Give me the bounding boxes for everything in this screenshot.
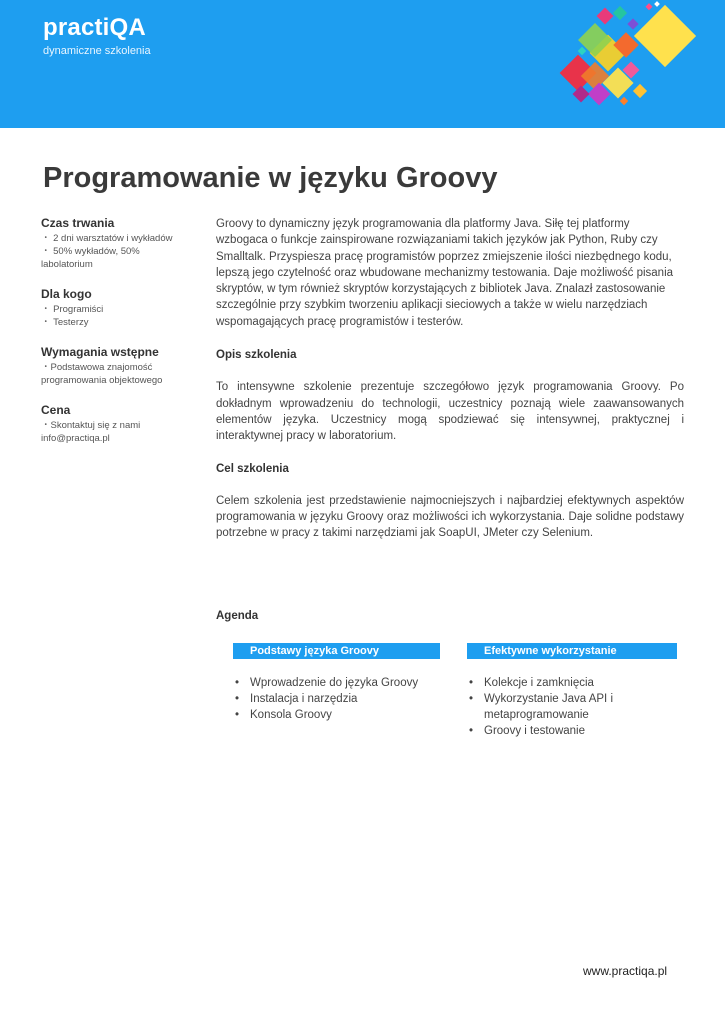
agenda-list <box>233 675 440 723</box>
sidebar-info <box>41 216 191 461</box>
sidebar-section-price <box>41 403 191 445</box>
section-heading-goal: Cel szkolenia <box>216 462 289 475</box>
sidebar-line: ・Podstawowa znajomość <box>41 362 153 373</box>
list-item: • Instalacja i narzędzia <box>233 691 440 707</box>
footer-website-link[interactable]: www.practiqa.pl <box>583 964 668 978</box>
list-item: • Kolekcje i zamknięcia <box>467 675 617 691</box>
sidebar-section-requirements <box>41 345 191 387</box>
sidebar-line: ・Skontaktuj się z nami <box>41 420 141 431</box>
list-item: • Wprowadzenie do języka Groovy <box>233 675 440 691</box>
agenda-column-title: Efektywne wykorzystanie <box>467 643 677 659</box>
list-item: • Groovy i testowanie <box>467 723 617 739</box>
agenda-list <box>467 675 617 739</box>
section-heading-description: Opis szkolenia <box>216 349 297 362</box>
brand-tagline: dynamiczne szkolenia <box>43 45 151 57</box>
sidebar-line: ・ 50% wykładów, 50% <box>41 246 140 257</box>
brand-logo: practiQA <box>43 14 146 41</box>
sidebar-heading: Wymagania wstępne <box>41 345 159 359</box>
main-content <box>216 216 684 542</box>
sidebar-section-duration <box>41 216 191 271</box>
agenda-heading: Agenda <box>216 610 259 622</box>
sidebar-heading: Czas trwania <box>41 216 115 230</box>
sidebar-heading: Cena <box>41 403 71 417</box>
goal-paragraph: Celem szkolenia jest przedstawienie najmocniejszych i najbardziej efektywnych aspektów programowania w języku Groovy oraz możliwości ich wykorzystania. Daje solidne podstawy potrzebne w pracy z takimi narzędziami jak SoapUI, JMeter czy Selenium. <box>216 494 684 540</box>
agenda-column-effective <box>467 643 677 739</box>
sidebar-heading: Dla kogo <box>41 287 92 301</box>
list-item: • Konsola Groovy <box>233 707 440 723</box>
sidebar-line: ・ Testerzy <box>41 317 89 328</box>
list-item: • Wykorzystanie Java API i metaprogramowanie <box>467 691 617 723</box>
description-paragraph: To intensywne szkolenie prezentuje szczegółowo język programowania Groovy. Po dokładnym wprowadzeniu do technologii, uczestnicy poznają wiele zaawansowanych elementów języka. Uczestnicy mogą spodziewać się intensywnej, praktycznej i interaktywnej pracy w laboratorium. <box>216 381 684 443</box>
agenda-column-title: Podstawy języka Groovy <box>233 643 440 659</box>
sidebar-line: ・ Programiści <box>41 304 104 315</box>
decorative-diamonds-graphic <box>555 0 725 128</box>
sidebar-line: labolatorium <box>41 259 93 270</box>
intro-paragraph: Groovy to dynamiczny język programowania dla platformy Java. Siłę tej platformy wzbogaca o funkcje zainspirowane rozwiązaniami takich języków jak Python, Ruby czy Smalltalk. Przyspiesza pracę programistów poprzez zmiejszenie ilości niezbędnego kodu, lepszą jego czytelność oraz wbudowane mechanizmy testowania. Daje możliwość pisania skryptów, w tym również skryptów korzystających z bibliotek Java. Znalazł zastosowanie szczególnie przy szybkim tworzeniu aplikacji sieciowych a także w wielu narzędziach wspomagających pracę programistów i testerów. <box>216 218 674 328</box>
sidebar-line: ・ 2 dni warsztatów i wykładów <box>41 233 173 244</box>
sidebar-section-audience <box>41 287 191 329</box>
sidebar-line: programowania objektowego <box>41 375 163 386</box>
contact-email: info@practiqa.pl <box>41 433 110 444</box>
header-banner <box>0 0 725 128</box>
agenda-column-basics <box>233 643 440 723</box>
page-title: Programowanie w języku Groovy <box>43 162 498 194</box>
